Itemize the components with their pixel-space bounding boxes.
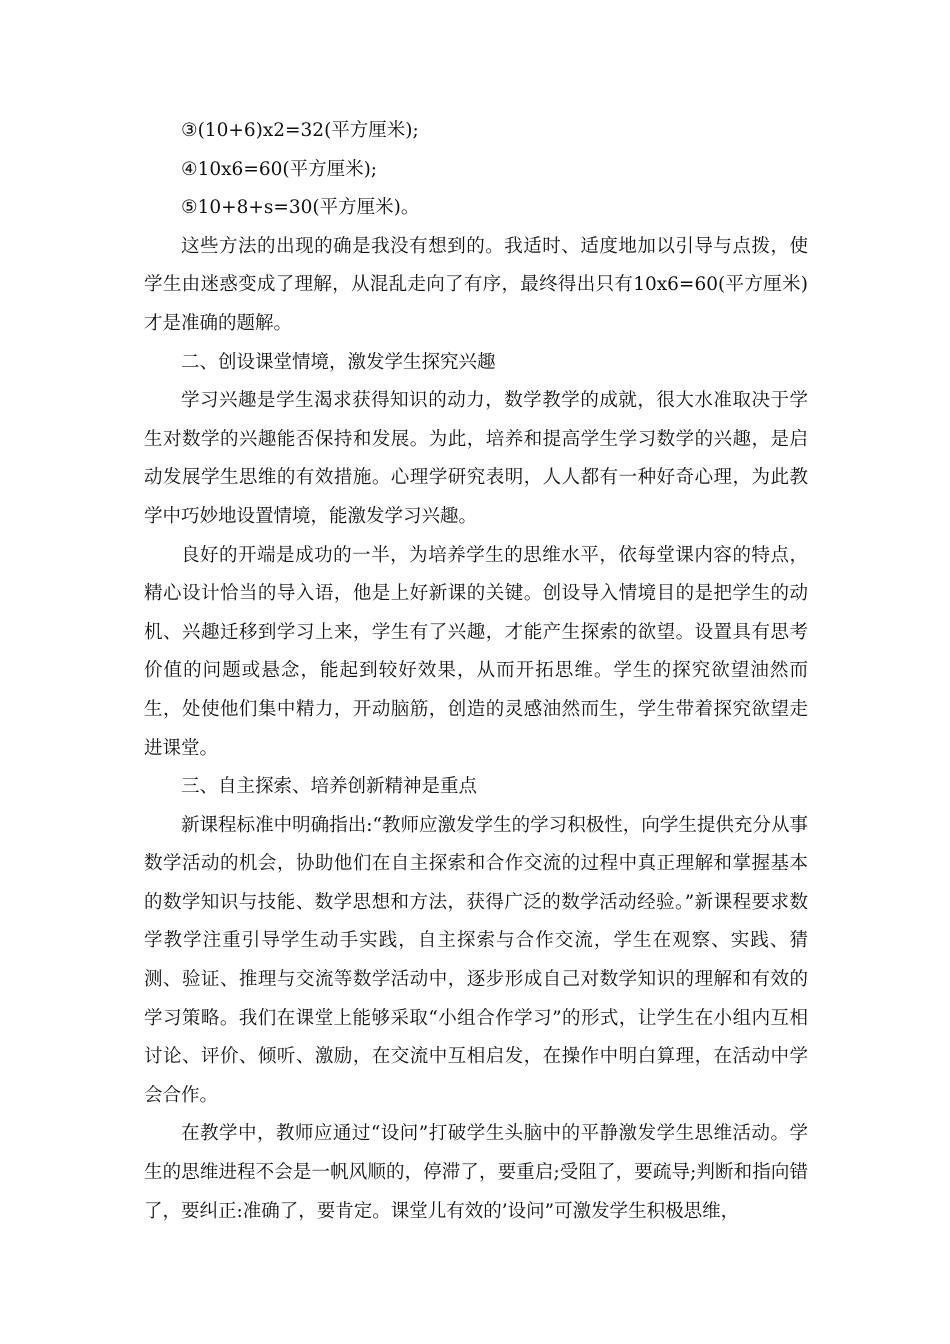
formula-line-4: ④10x6=60(平方厘米); (181, 158, 378, 180)
document-body (144, 112, 808, 1231)
paragraph-curriculum-standard: 新课程标准中明确指出:“教师应激发学生的学习积极性，向学生提供充分从事数学活动的机会，协助他们在自主探索和合作交流的过程中真正理解和掌握基本的数学知识与技能、数学思想和方法，获得广泛的数学活动经验。”新课程要求数学教学注重引导学生动手实践，自主探索与合作交流，学生在观察、实践、猜测、验证、推理与交流等数学活动中，逐步形成自己对数学知识的理解和有效的学习策略。我们在课堂上能够采取“小组合作学习”的形式，让学生在小组内互相讨论、评价、倾听、激励，在交流中互相启发，在操作中明白算理，在活动中学会合作。 (144, 814, 808, 1106)
paragraph-good-start: 良好的开端是成功的一半，为培养学生的思维水平，依每堂课内容的特点，精心设计恰当的导入语，他是上好新课的关键。创设导入情境目的是把学生的动机、兴趣迁移到学习上来，学生有了兴趣，才能产生探索的欲望。设置具有思考价值的问题或悬念，能起到较好效果，从而开拓思维。学生的探究欲望油然而生，处使他们集中精力，开动脑筋，创造的灵感油然而生，学生带着探究欲望走进课堂。 (144, 544, 808, 759)
paragraph-questioning: 在教学中，教师应通过“设问”打破学生头脑中的平静激发学生思维活动。学生的思维进程不会是一帆风顺的，停滞了，要重启;受阻了，要疏导;判断和指向错了，要纠正:准确了，要肯定。课堂儿有效的’设问”可激发学生积极思维， (144, 1123, 808, 1222)
section-heading-3: 三、自主探索、培养创新精神是重点 (181, 776, 478, 798)
paragraph-interest: 学习兴趣是学生渴求获得知识的动力，数学教学的成就，很大水准取决于学生对数学的兴趣能否保持和发展。为此，培养和提高学生学习数学的兴趣，是启动发展学生思维的有效措施。心理学研究表明，人人都有一种好奇心理，为此教学中巧妙地设置情境，能激发学习兴趣。 (144, 390, 808, 527)
paragraph-method-summary: 这些方法的出现的确是我没有想到的。我适时、适度地加以引导与点拨，使学生由迷惑变成了理解，从混乱走向了有序，最终得出只有10x6=60(平方厘米)才是准确的题解。 (144, 235, 808, 334)
formula-line-3: ③(10+6)x2=32(平方厘米); (181, 120, 419, 141)
formula-line-5: ⑤10+8+s=30(平方厘米)。 (181, 197, 420, 219)
section-heading-2: 二、创设课堂情境，激发学生探究兴趣 (181, 351, 496, 373)
